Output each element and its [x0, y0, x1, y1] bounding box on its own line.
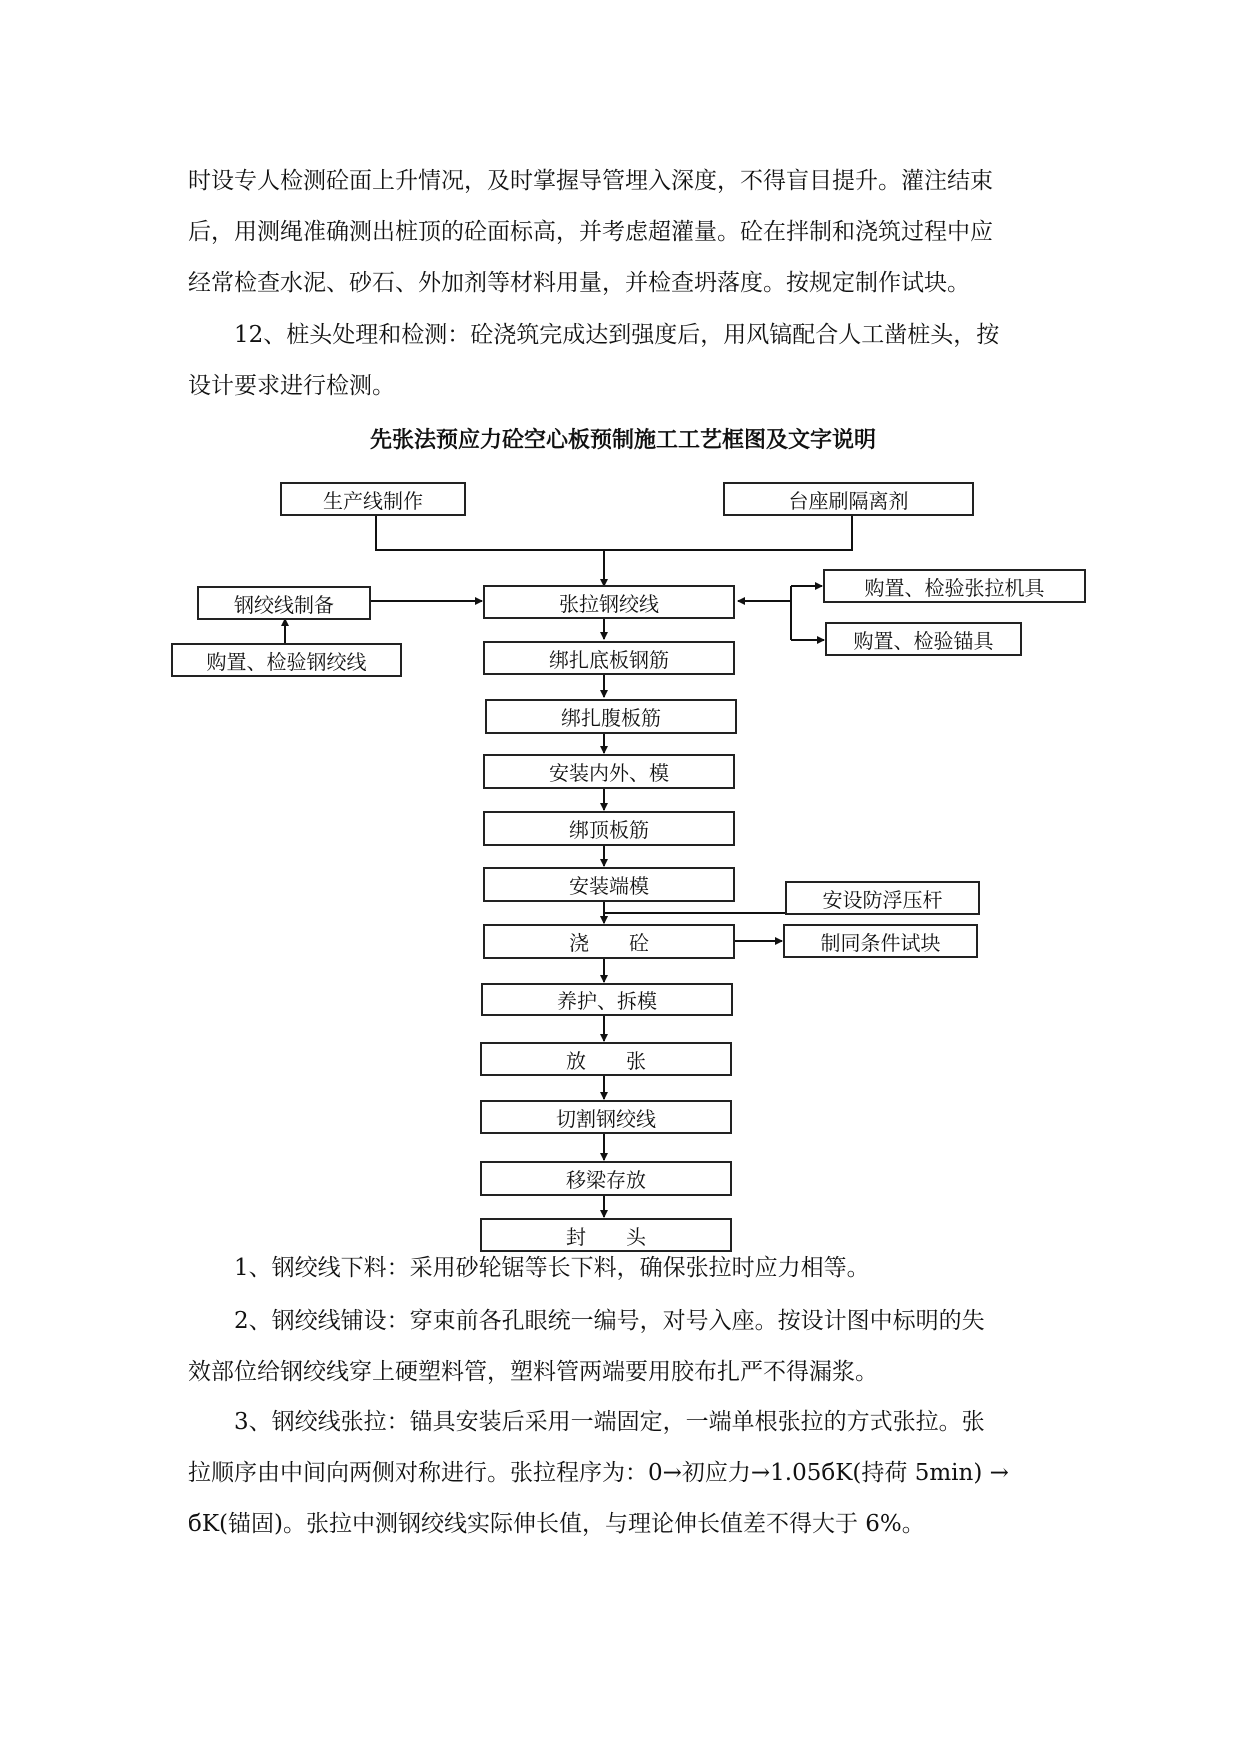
- box-purchase-strand: 购置、检验钢绞线: [171, 643, 402, 677]
- step-cut-strand: 切割钢绞线: [480, 1100, 732, 1134]
- box-anti-float-bar: 安设防浮压杆: [785, 881, 980, 915]
- step-move-store: 移梁存放: [480, 1161, 732, 1196]
- step-end-formwork: 安装端模: [483, 867, 735, 902]
- step-cure-demold: 养护、拆模: [481, 983, 733, 1016]
- text-line: 3、钢绞线张拉：锚具安装后采用一端固定，一端单根张拉的方式张拉。张: [234, 1409, 985, 1435]
- step-web-rebar: 绑扎腹板筋: [485, 699, 737, 734]
- box-purchase-anchor: 购置、检验锚具: [825, 622, 1022, 656]
- box-production-line: 生产线制作: [280, 482, 466, 516]
- flowchart-title: 先张法预应力砼空心板预制施工工艺框图及文字说明: [369, 428, 876, 453]
- text-line: бK(锚固)。张拉中测钢绞线实际伸长值，与理论伸长值差不得大于 6%。: [188, 1511, 925, 1537]
- text-line: 2、钢绞线铺设：穿束前各孔眼统一编号，对号入座。按设计图中标明的失: [234, 1308, 985, 1334]
- step-pour-concrete: 浇 砼: [483, 924, 735, 959]
- step-tension-strand: 张拉钢绞线: [483, 585, 735, 619]
- step-bottom-rebar: 绑扎底板钢筋: [483, 641, 735, 675]
- box-strand-preparation: 钢绞线制备: [197, 586, 371, 620]
- text-line: 后，用测绳准确测出桩顶的砼面标高，并考虑超灌量。砼在拌制和浇筑过程中应: [188, 219, 993, 245]
- box-purchase-jack: 购置、检验张拉机具: [823, 569, 1086, 603]
- text-line: 拉顺序由中间向两侧对称进行。张拉程序为：0→初应力→1.05бK(持荷 5min) →: [188, 1460, 1009, 1486]
- text-line: 1、钢绞线下料：采用砂轮锯等长下料，确保张拉时应力相等。: [234, 1255, 870, 1281]
- box-pedestal-release-agent: 台座刷隔离剂: [723, 482, 974, 516]
- text-line: 12、桩头处理和检测：砼浇筑完成达到强度后，用风镐配合人工凿桩头，按: [234, 322, 1000, 348]
- note-3: [188, 1397, 1058, 1550]
- step-release-tension: 放 张: [480, 1042, 732, 1076]
- note-2: [188, 1296, 1058, 1398]
- text-line: 时设专人检测砼面上升情况，及时掌握导管埋入深度，不得盲目提升。灌注结束: [188, 168, 993, 194]
- text-line: 效部位给钢绞线穿上硬塑料管，塑料管两端要用胶布扎严不得漏浆。: [188, 1359, 878, 1385]
- text-line: 设计要求进行检测。: [188, 373, 395, 399]
- step-seal-end: 封 头: [480, 1218, 732, 1252]
- box-test-block: 制同条件试块: [783, 924, 978, 958]
- note-1: [188, 1243, 1058, 1294]
- step-install-formwork: 安装内外、模: [483, 754, 735, 789]
- text-line: 经常检查水泥、砂石、外加剂等材料用量，并检查坍落度。按规定制作试块。: [188, 270, 970, 296]
- step-top-rebar: 绑顶板筋: [483, 811, 735, 846]
